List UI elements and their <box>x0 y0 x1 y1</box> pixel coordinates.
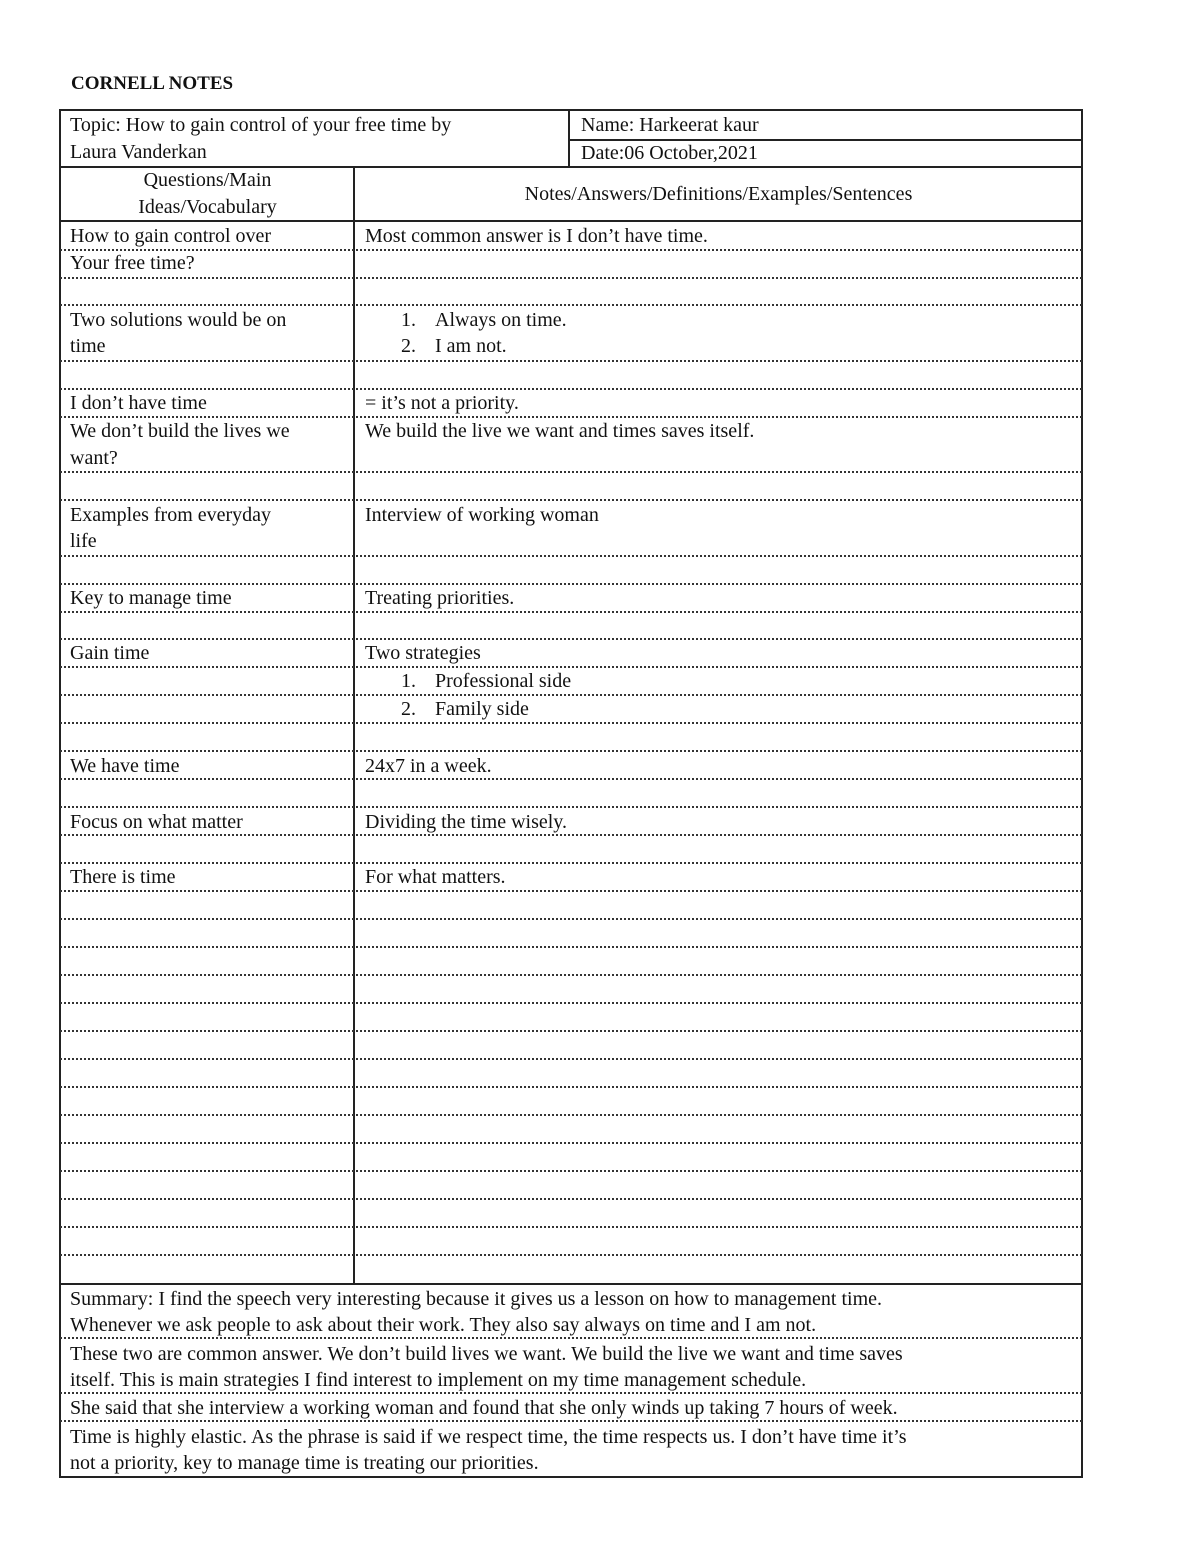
list-text: Always on time. <box>435 309 567 331</box>
ruled-line <box>60 778 1082 780</box>
summary-line-7: not a priority, key to manage time is treating our priorities. <box>70 1452 539 1474</box>
ruled-line <box>60 1114 1082 1116</box>
ruled-line <box>60 1226 1082 1228</box>
ruled-line <box>60 918 1082 920</box>
ruled-line <box>60 974 1082 976</box>
ruled-line <box>60 638 1082 640</box>
answer-7: Two strategies <box>365 642 481 664</box>
ruled-line <box>60 750 1082 752</box>
left-column-header: Questions/Main Ideas/Vocabulary <box>138 169 277 218</box>
ruled-line <box>60 1086 1082 1088</box>
topic-line-2: Laura Vanderkan <box>70 141 207 163</box>
ruled-line <box>60 1058 1082 1060</box>
question-7: Gain time <box>70 642 150 664</box>
answer-2-item-2 <box>401 333 507 360</box>
ruled-line <box>60 360 1082 362</box>
answer-3: = it’s not a priority. <box>365 392 519 414</box>
question-8: We have time <box>70 755 180 777</box>
summary-line-4: itself. This is main strategies I find interest to implement on my time management schedule. <box>70 1369 807 1391</box>
ruled-line <box>60 862 1082 864</box>
topic-line-1: Topic: How to gain control of your free time by <box>70 114 452 136</box>
name-field: Name: Harkeerat kaur <box>581 114 759 136</box>
answer-6: Treating priorities. <box>365 587 515 609</box>
summary-line-5: She said that she interview a working woman and found that she only winds up taking 7 hours of week. <box>70 1397 898 1419</box>
answer-7-item-1 <box>401 668 571 695</box>
question-3: I don’t have time <box>70 392 207 414</box>
answer-7-item-2 <box>401 696 529 723</box>
question-5-line-2: life <box>70 530 97 552</box>
question-4-line-1: We don’t build the lives we <box>70 420 290 442</box>
ruled-line <box>60 277 1082 279</box>
ruled-line <box>60 1198 1082 1200</box>
summary-line-6: Time is highly elastic. As the phrase is said if we respect time, the time respects us. I don’t have time it’s <box>70 1426 907 1448</box>
question-2-line-2: time <box>70 335 106 357</box>
question-10: There is time <box>70 866 176 888</box>
list-number: 2. <box>401 335 416 357</box>
question-1-line-1: How to gain control over <box>70 225 272 247</box>
summary-line-3: These two are common answer. We don’t build lives we want. We build the live we want and time saves <box>70 1343 903 1365</box>
answer-5: Interview of working woman <box>365 504 599 526</box>
question-6: Key to manage time <box>70 587 232 609</box>
right-column-header: Notes/Answers/Definitions/Examples/Sentences <box>524 183 913 205</box>
answer-10: For what matters. <box>365 866 506 888</box>
question-9: Focus on what matter <box>70 811 243 833</box>
column-divider <box>353 167 355 1284</box>
ruled-line <box>60 1030 1082 1032</box>
ruled-line <box>60 1170 1082 1172</box>
ruled-line <box>60 304 1082 306</box>
ruled-line <box>60 388 1082 390</box>
answer-2-item-1 <box>401 307 567 334</box>
ruled-line <box>60 555 1082 557</box>
ruled-line <box>60 806 1082 808</box>
list-text: Professional side <box>435 670 572 692</box>
ruled-line <box>60 499 1082 501</box>
answer-9: Dividing the time wisely. <box>365 811 568 833</box>
ruled-line <box>60 722 1082 724</box>
answer-4: We build the live we want and times saves itself. <box>365 420 755 442</box>
ruled-line <box>60 946 1082 948</box>
summary-top-line <box>59 1283 1083 1285</box>
question-4-line-2: want? <box>70 447 118 469</box>
ruled-line <box>60 1142 1082 1144</box>
ruled-line <box>60 1002 1082 1004</box>
answer-8: 24x7 in a week. <box>365 755 492 777</box>
question-5-line-1: Examples from everyday <box>70 504 272 526</box>
list-number: 1. <box>401 309 416 331</box>
question-1-line-2: Your free time? <box>70 252 195 274</box>
list-text: I am not. <box>435 335 507 357</box>
question-2-line-1: Two solutions would be on <box>70 309 287 331</box>
list-number: 1. <box>401 670 416 692</box>
summary-line-2: Whenever we ask people to ask about their work. They also say always on time and I am not. <box>70 1314 817 1336</box>
ruled-line <box>60 1254 1082 1256</box>
ruled-line <box>60 890 1082 892</box>
answer-1: Most common answer is I don’t have time. <box>365 225 708 247</box>
date-field: Date:06 October,2021 <box>581 142 758 164</box>
ruled-line <box>60 471 1082 473</box>
document-title: CORNELL NOTES <box>71 73 234 94</box>
list-number: 2. <box>401 698 416 720</box>
list-text: Family side <box>435 698 529 720</box>
summary-line-1: Summary: I find the speech very interesting because it gives us a lesson on how to management time. <box>70 1288 883 1310</box>
